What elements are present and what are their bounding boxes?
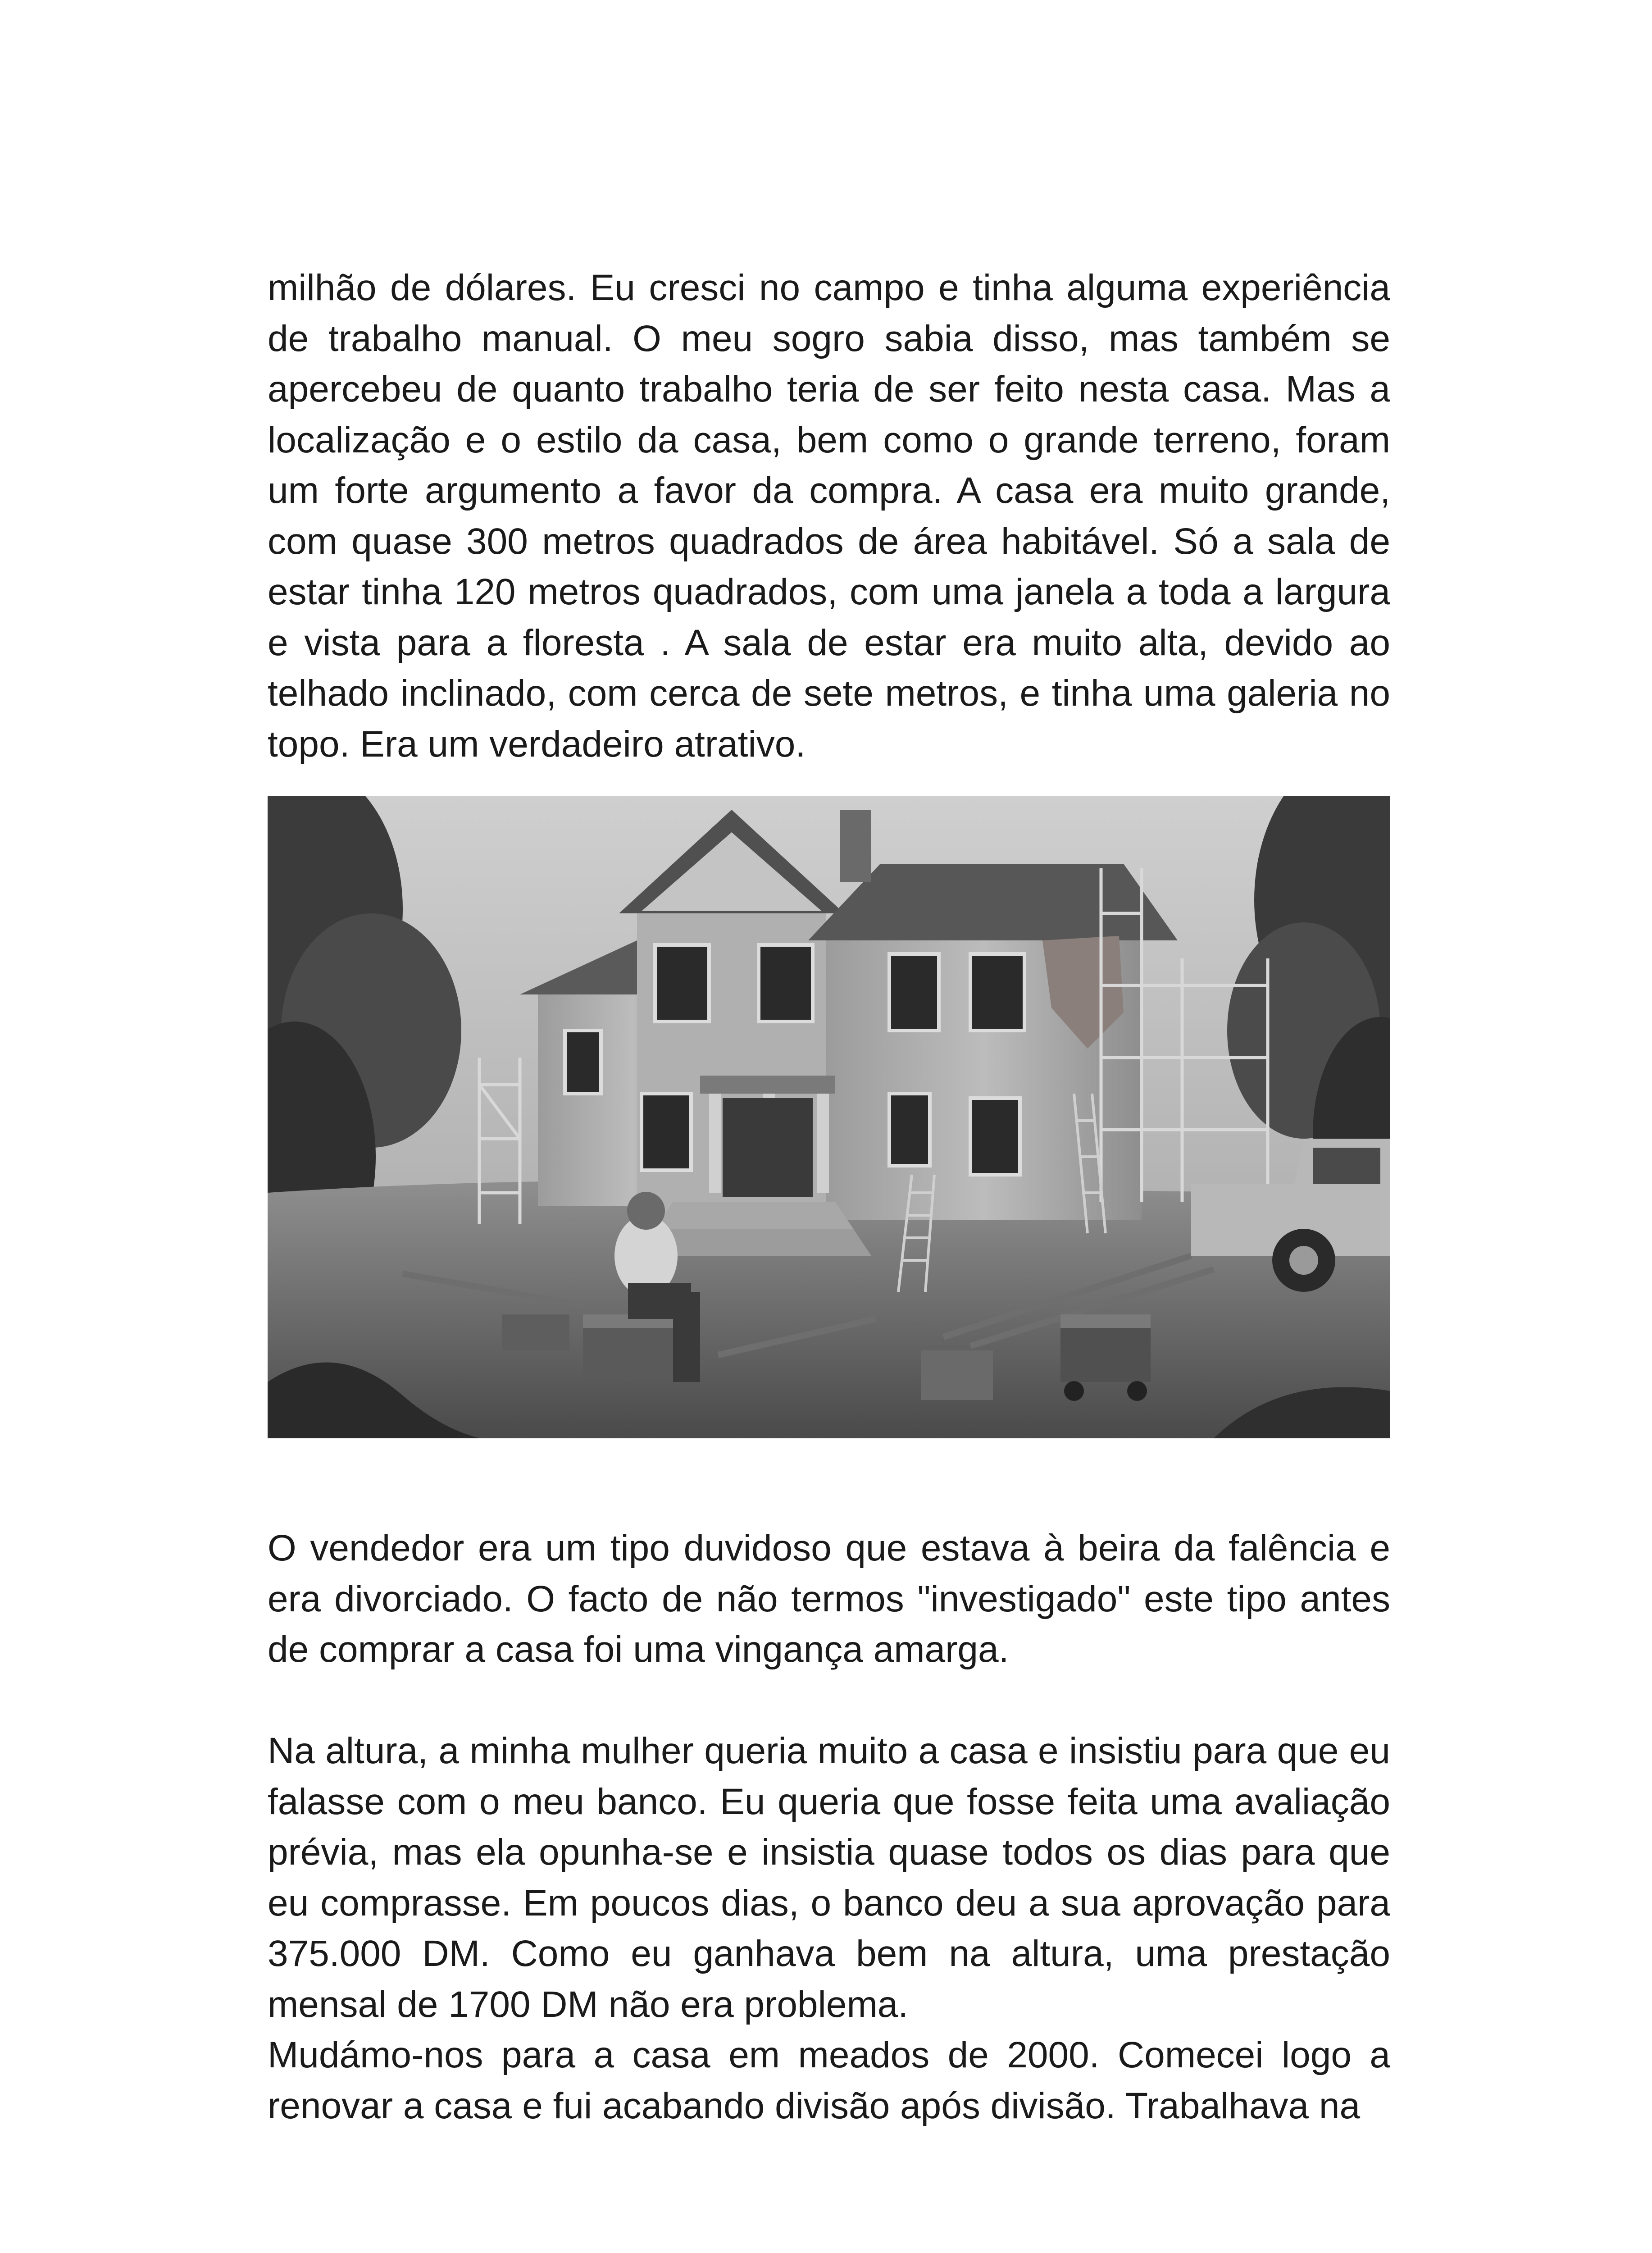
house-renovation-photo bbox=[268, 796, 1390, 1438]
paragraph-moving-in: Mudámo-nos para a casa em meados de 2000. Comecei logo a renovar a casa e fui acabando divisão após divisão. Trabalhava na bbox=[268, 2034, 1390, 2126]
paragraph-house-description: milhão de dólares. Eu cresci no campo e tinha alguma experiência de trabalho manual. O meu sogro sabia disso, mas também se apercebeu de quanto trabalho teria de ser feito nesta casa. Mas a localização e o estilo da casa, bem como o grande terreno, foram um forte argumento a favor da compra. A casa era muito grande, com quase 300 metros quadrados de área habitável. Só a sala de estar tinha 120 metros quadrados, com uma janela a toda a largura e vista para a floresta . A sala de estar era muito alta, devido ao telhado inclinado, com cerca de sete metros, e tinha uma galeria no topo. Era um verdadeiro atrativo. bbox=[268, 267, 1390, 765]
paragraph-seller: O vendedor era um tipo duvidoso que estava à beira da falência e era divorciado. O facto de não termos "investigado" este tipo antes de comprar a casa foi uma vingança amarga. bbox=[268, 1528, 1390, 1670]
paragraph-bank-approval: Na altura, a minha mulher queria muito a casa e insistiu para que eu falasse com o meu banco. Eu queria que fosse feita uma avaliação prévia, mas ela opunha-se e insistia quase todos os dias para que eu comprasse. Em poucos dias, o banco deu a sua aprovação para 375.000 DM. Como eu ganhava bem na altura, uma prestação mensal de 1700 DM não era problema. bbox=[268, 1730, 1390, 2025]
